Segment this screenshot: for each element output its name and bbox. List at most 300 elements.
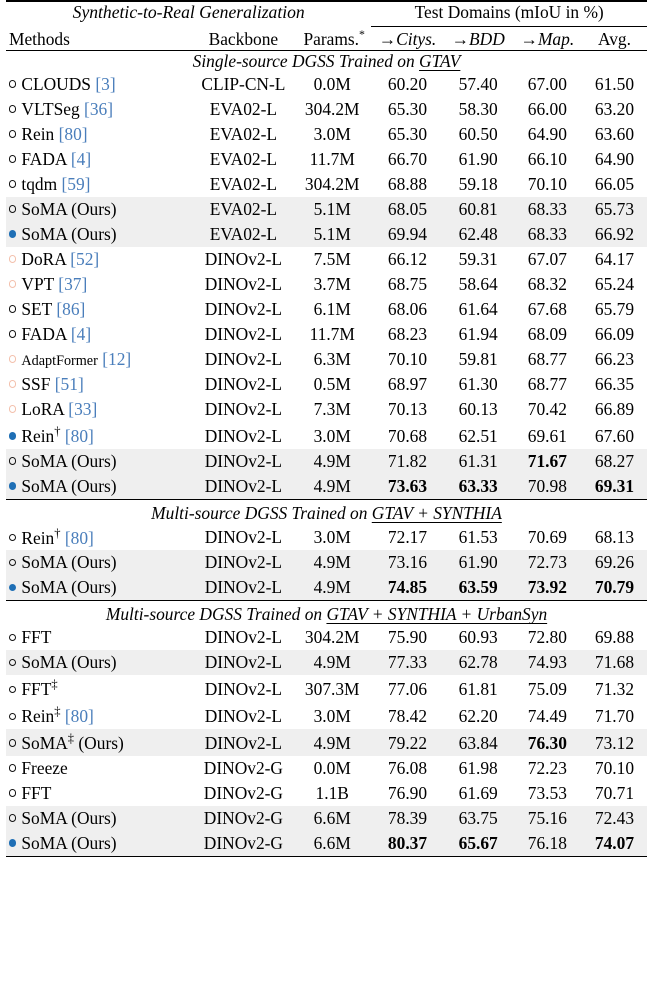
table-row[interactable] <box>6 247 647 272</box>
cell-citys: 68.97 <box>387 373 428 394</box>
cell-avg: 64.90 <box>594 148 635 169</box>
method-dagger: ‡ <box>67 730 75 745</box>
cell-map: 68.33 <box>513 222 582 247</box>
cell-avg: 68.27 <box>582 449 647 474</box>
cell-method <box>6 449 190 474</box>
row-marker-hollow-icon <box>9 130 16 137</box>
row-marker-filled-icon <box>9 482 16 489</box>
section-title-row <box>6 604 647 625</box>
cell-method <box>6 72 190 97</box>
cell-backbone: DINOv2-G <box>203 782 283 803</box>
method-name: SoMA <box>21 732 68 753</box>
row-marker-hollow-icon <box>9 686 16 693</box>
cell-bdd: 57.40 <box>458 73 498 94</box>
section-title-dataset: GTAV + SYNTHIA + UrbanSyn <box>326 604 548 625</box>
cell-avg: 65.79 <box>594 298 635 319</box>
table-row[interactable] <box>6 524 647 551</box>
cell-params: 7.5M <box>313 248 351 269</box>
column-header-row <box>6 27 647 50</box>
method-name: FADA <box>21 148 67 169</box>
method-name: Freeze <box>21 757 68 778</box>
row-marker-hollow-icon <box>9 659 16 666</box>
cell-params: 3.0M <box>313 705 351 726</box>
cell-map: 68.32 <box>527 273 567 294</box>
col-header-methods: Methods <box>9 28 70 49</box>
row-marker-hollow-icon <box>9 739 16 746</box>
cell-bdd: 61.30 <box>458 373 498 394</box>
cell-bdd: 60.13 <box>458 398 498 419</box>
cell-params: 3.0M <box>313 425 351 446</box>
cell-map: 75.16 <box>513 806 582 831</box>
cell-backbone: DINOv2-L <box>204 527 283 548</box>
table-row[interactable] <box>6 272 647 297</box>
cell-backbone: DINOv2-L <box>204 348 283 369</box>
cell-citys: 72.17 <box>387 527 428 548</box>
table-row[interactable] <box>6 806 647 831</box>
method-name: CLOUDS <box>21 73 91 94</box>
cell-bdd: 60.50 <box>458 123 498 144</box>
cell-map: 73.92 <box>513 575 582 601</box>
cell-avg: 65.73 <box>582 197 647 222</box>
table-row[interactable] <box>6 122 647 147</box>
cell-citys: 68.05 <box>371 197 443 222</box>
row-marker-filled-icon <box>9 432 16 439</box>
table-header-title-row <box>6 2 647 27</box>
cell-params: 6.3M <box>313 348 351 369</box>
cell-bdd: 63.84 <box>444 729 513 756</box>
method-name: SoMA (Ours) <box>21 577 117 598</box>
cell-method <box>6 550 190 575</box>
cell-avg: 65.24 <box>594 273 635 294</box>
cell-method <box>6 197 190 222</box>
method-name: SoMA (Ours) <box>21 223 117 244</box>
row-marker-hollow-icon <box>9 457 16 464</box>
cell-citys: 66.70 <box>387 148 428 169</box>
cell-backbone: DINOv2-L <box>204 425 283 446</box>
cell-params: 304.2M <box>304 98 360 119</box>
table-row[interactable] <box>6 322 647 347</box>
cell-bdd: 61.81 <box>458 679 498 700</box>
cell-avg: 70.10 <box>594 757 635 778</box>
section-title <box>6 604 647 625</box>
cell-avg: 71.70 <box>594 705 635 726</box>
cell-params: 4.9M <box>297 575 371 601</box>
method-name: DoRA <box>21 248 66 269</box>
cell-citys: 73.16 <box>371 550 443 575</box>
cell-citys: 70.68 <box>387 425 428 446</box>
row-marker-hollow-icon <box>9 534 16 541</box>
method-name: SoMA (Ours) <box>21 832 117 853</box>
cell-map: 68.33 <box>513 197 582 222</box>
table-row[interactable] <box>6 650 647 675</box>
cell-backbone: DINOv2-G <box>190 831 297 857</box>
cell-params: 0.0M <box>313 757 351 778</box>
method-dagger: ‡ <box>54 704 61 719</box>
cell-bdd: 62.48 <box>444 222 513 247</box>
cell-backbone: EVA02-L <box>209 173 278 194</box>
cell-method <box>6 372 190 397</box>
reference-citation[interactable]: [80] <box>58 123 88 144</box>
cell-backbone: EVA02-L <box>209 148 278 169</box>
method-dagger: † <box>54 423 61 438</box>
cell-params: 7.3M <box>313 398 351 419</box>
cell-backbone: CLIP-CN-L <box>201 73 286 94</box>
cell-map: 75.09 <box>527 679 567 700</box>
cell-backbone: DINOv2-L <box>190 575 297 601</box>
cell-method <box>6 474 190 500</box>
cell-citys: 66.12 <box>387 248 428 269</box>
cell-citys: 68.06 <box>387 298 428 319</box>
cell-map: 68.77 <box>527 348 567 369</box>
cell-bdd: 61.53 <box>458 527 498 548</box>
cell-method <box>6 806 190 831</box>
reference-citation[interactable]: [86] <box>56 298 86 319</box>
cell-map: 67.00 <box>527 73 567 94</box>
cell-bdd: 59.18 <box>458 173 498 194</box>
reference-citation[interactable]: [80] <box>64 705 94 726</box>
row-marker-peach-icon <box>9 280 16 287</box>
method-name: SoMA (Ours) <box>21 450 117 471</box>
section-title-dataset: GTAV <box>419 50 461 71</box>
reference-citation[interactable]: [33] <box>68 398 98 419</box>
row-marker-hollow-icon <box>9 305 16 312</box>
col-header-params-label: Params. <box>303 28 360 49</box>
method-name: SoMA (Ours) <box>21 552 117 573</box>
method-dagger: † <box>54 525 61 540</box>
col-header-params <box>297 27 371 50</box>
cell-map: 70.42 <box>527 398 567 419</box>
cell-bdd: 59.81 <box>458 348 498 369</box>
reference-citation[interactable]: [4] <box>70 323 92 344</box>
cell-method <box>6 297 190 322</box>
cell-bdd: 60.81 <box>444 197 513 222</box>
method-name: SoMA (Ours) <box>21 807 117 828</box>
cell-params: 11.7M <box>309 323 355 344</box>
cell-map: 70.10 <box>527 173 567 194</box>
cell-backbone: DINOv2-G <box>203 757 283 778</box>
section-title-dataset: GTAV + SYNTHIA <box>371 502 502 523</box>
cell-params: 4.9M <box>297 449 371 474</box>
cell-method <box>6 172 190 197</box>
cell-params: 3.7M <box>313 273 351 294</box>
cell-bdd: 63.59 <box>444 575 513 601</box>
row-marker-peach-icon <box>9 380 16 387</box>
cell-avg: 69.88 <box>594 627 635 648</box>
cell-method <box>6 756 190 781</box>
cell-avg: 63.20 <box>594 98 635 119</box>
method-name: SSF <box>21 373 51 394</box>
row-marker-filled-icon <box>9 584 16 591</box>
cell-bdd: 61.69 <box>458 782 498 803</box>
cell-bdd: 59.31 <box>458 248 498 269</box>
cell-method <box>6 729 190 756</box>
cell-citys: 68.23 <box>387 323 428 344</box>
table-row[interactable] <box>6 347 647 372</box>
cell-avg: 68.13 <box>594 527 635 548</box>
cell-backbone: EVA02-L <box>190 197 297 222</box>
cell-avg: 66.09 <box>594 323 635 344</box>
row-marker-peach-icon <box>9 405 16 412</box>
reference-citation[interactable]: [59] <box>61 173 91 194</box>
cell-backbone: DINOv2-G <box>190 806 297 831</box>
cell-avg: 71.32 <box>594 679 635 700</box>
cell-backbone: DINOv2-L <box>204 298 283 319</box>
cell-citys: 76.90 <box>387 782 428 803</box>
row-marker-peach-icon <box>9 355 16 362</box>
table-row[interactable] <box>6 756 647 781</box>
method-name: Rein <box>21 527 55 548</box>
cell-map: 67.68 <box>527 298 567 319</box>
row-marker-hollow-icon <box>9 559 16 566</box>
table-row[interactable] <box>6 675 647 702</box>
reference-citation[interactable]: [52] <box>70 248 100 269</box>
table-row[interactable] <box>6 781 647 806</box>
cell-backbone: DINOv2-L <box>204 323 283 344</box>
cell-citys: 68.88 <box>387 173 428 194</box>
cell-params: 1.1B <box>315 782 349 803</box>
cell-citys: 80.37 <box>371 831 443 857</box>
cell-avg: 67.60 <box>594 425 635 446</box>
cell-method <box>6 575 190 601</box>
table-title: Synthetic-to-Real Generalization <box>72 2 305 22</box>
cell-method <box>6 397 190 422</box>
cell-avg: 66.92 <box>582 222 647 247</box>
cell-bdd: 63.75 <box>444 806 513 831</box>
method-name: VPT <box>21 273 54 294</box>
table-row[interactable] <box>6 449 647 474</box>
cell-avg: 66.35 <box>594 373 635 394</box>
cell-map: 74.93 <box>513 650 582 675</box>
cell-citys: 65.30 <box>387 123 428 144</box>
cell-backbone: DINOv2-L <box>190 474 297 500</box>
cell-citys: 60.20 <box>387 73 428 94</box>
section-title-prefix: Multi-source DGSS Trained on <box>151 502 372 523</box>
row-marker-hollow-icon <box>9 713 16 720</box>
row-marker-hollow-icon <box>9 105 16 112</box>
cell-method <box>6 675 190 702</box>
cell-map: 70.98 <box>513 474 582 500</box>
cell-map: 66.00 <box>527 98 567 119</box>
section-title-prefix: Single-source DGSS Trained on <box>192 50 420 71</box>
cell-params: 4.9M <box>297 550 371 575</box>
cell-bdd: 62.51 <box>458 425 498 446</box>
cell-avg: 70.79 <box>582 575 647 601</box>
cell-citys: 68.75 <box>387 273 428 294</box>
table-row[interactable] <box>6 97 647 122</box>
results-table <box>6 0 647 857</box>
method-name: SoMA (Ours) <box>21 198 117 219</box>
row-marker-hollow-icon <box>9 789 16 796</box>
table-row[interactable] <box>6 702 647 729</box>
cell-avg: 66.89 <box>594 398 635 419</box>
cell-avg: 63.60 <box>594 123 635 144</box>
cell-params: 3.0M <box>313 123 351 144</box>
method-name: LoRA <box>21 398 64 419</box>
method-dagger: ‡ <box>51 677 58 692</box>
method-name: SET <box>21 298 52 319</box>
cell-bdd: 60.93 <box>458 627 498 648</box>
reference-citation[interactable]: [3] <box>95 73 116 94</box>
method-name: Rein <box>21 425 55 446</box>
test-domains-group-label: Test Domains (mIoU in %) <box>371 2 647 27</box>
cell-params: 0.0M <box>313 73 351 94</box>
method-name-suffix: (Ours) <box>74 732 124 753</box>
cell-avg: 73.12 <box>582 729 647 756</box>
section-title <box>6 51 647 72</box>
cell-params: 304.2M <box>304 173 360 194</box>
cell-params: 0.5M <box>313 373 351 394</box>
table-bottom-rule <box>6 856 647 857</box>
method-name: SoMA (Ours) <box>21 475 117 496</box>
cell-map: 68.77 <box>527 373 567 394</box>
reference-citation[interactable]: [4] <box>70 148 92 169</box>
cell-backbone: DINOv2-L <box>204 398 283 419</box>
table-row[interactable] <box>6 422 647 449</box>
row-marker-filled-icon <box>9 839 16 846</box>
cell-avg: 61.50 <box>594 73 635 94</box>
test-domains-group-header <box>371 2 647 27</box>
reference-citation[interactable]: [80] <box>64 527 94 548</box>
cell-citys: 70.10 <box>387 348 428 369</box>
col-header-map: →Map. <box>520 28 575 49</box>
cell-map: 70.69 <box>527 527 567 548</box>
reference-citation[interactable]: [80] <box>64 425 94 446</box>
method-name: AdaptFormer <box>21 352 98 369</box>
cell-map: 68.09 <box>527 323 567 344</box>
cell-params: 4.9M <box>297 474 371 500</box>
cell-backbone: DINOv2-L <box>190 550 297 575</box>
table-row[interactable] <box>6 550 647 575</box>
reference-citation[interactable]: [37] <box>58 273 88 294</box>
cell-map: 64.90 <box>527 123 567 144</box>
cell-params: 4.9M <box>297 650 371 675</box>
cell-map: 69.61 <box>527 425 567 446</box>
cell-backbone: DINOv2-L <box>204 627 283 648</box>
cell-backbone: DINOv2-L <box>190 729 297 756</box>
cell-method <box>6 625 190 650</box>
cell-citys: 78.39 <box>371 806 443 831</box>
row-marker-hollow-icon <box>9 205 16 212</box>
cell-bdd: 61.90 <box>444 550 513 575</box>
row-marker-hollow-icon <box>9 180 16 187</box>
cell-avg: 69.26 <box>582 550 647 575</box>
method-name: FADA <box>21 323 67 344</box>
reference-citation[interactable]: [51] <box>54 373 84 394</box>
table-row[interactable] <box>6 172 647 197</box>
cell-params: 3.0M <box>313 527 351 548</box>
cell-bdd: 61.64 <box>458 298 498 319</box>
cell-map: 73.53 <box>527 782 567 803</box>
table-row[interactable] <box>6 147 647 172</box>
cell-map: 74.49 <box>527 705 567 726</box>
cell-avg: 66.05 <box>594 173 635 194</box>
cell-map: 76.18 <box>513 831 582 857</box>
col-header-params-asterisk: * <box>359 27 365 41</box>
table-row[interactable] <box>6 222 647 247</box>
cell-avg: 66.23 <box>594 348 635 369</box>
cell-method <box>6 122 190 147</box>
section-title-prefix: Multi-source DGSS Trained on <box>105 604 327 625</box>
cell-avg: 64.17 <box>594 248 635 269</box>
cell-backbone: DINOv2-L <box>204 705 283 726</box>
cell-map: 71.67 <box>513 449 582 474</box>
table-row[interactable] <box>6 297 647 322</box>
cell-citys: 77.06 <box>387 679 428 700</box>
cell-params: 6.6M <box>297 806 371 831</box>
cell-backbone: DINOv2-L <box>190 449 297 474</box>
cell-bdd: 58.30 <box>458 98 498 119</box>
cell-map: 72.73 <box>513 550 582 575</box>
cell-backbone: DINOv2-L <box>204 248 283 269</box>
method-name: FFT <box>21 782 52 803</box>
cell-map: 66.10 <box>527 148 567 169</box>
cell-bdd: 58.64 <box>458 273 498 294</box>
cell-params: 4.9M <box>297 729 371 756</box>
cell-method <box>6 222 190 247</box>
cell-bdd: 65.67 <box>444 831 513 857</box>
table-row[interactable] <box>6 474 647 500</box>
col-header-citys: →Citys. <box>378 28 437 49</box>
cell-backbone: DINOv2-L <box>204 373 283 394</box>
method-name: FFT <box>21 627 52 648</box>
cell-method <box>6 702 190 729</box>
row-marker-hollow-icon <box>9 634 16 641</box>
row-marker-hollow-icon <box>9 155 16 162</box>
cell-bdd: 61.98 <box>458 757 498 778</box>
cell-avg: 71.68 <box>582 650 647 675</box>
table-row[interactable] <box>6 831 647 857</box>
table-row[interactable] <box>6 729 647 756</box>
cell-method <box>6 97 190 122</box>
reference-citation[interactable]: [36] <box>84 98 114 119</box>
method-name: SoMA (Ours) <box>21 652 117 673</box>
cell-params: 5.1M <box>297 222 371 247</box>
cell-bdd: 61.94 <box>458 323 498 344</box>
table-row[interactable] <box>6 625 647 650</box>
cell-params: 6.1M <box>313 298 351 319</box>
table-row[interactable] <box>6 72 647 97</box>
cell-method <box>6 322 190 347</box>
cell-backbone: EVA02-L <box>209 98 278 119</box>
cell-avg: 70.71 <box>594 782 635 803</box>
row-marker-peach-icon <box>9 255 16 262</box>
col-header-backbone: Backbone <box>208 28 279 49</box>
cell-citys: 74.85 <box>371 575 443 601</box>
table-row[interactable] <box>6 197 647 222</box>
table-row[interactable] <box>6 397 647 422</box>
cell-citys: 65.30 <box>387 98 428 119</box>
cell-map: 72.80 <box>527 627 567 648</box>
table-row[interactable] <box>6 575 647 601</box>
cell-avg: 69.31 <box>582 474 647 500</box>
cell-method <box>6 272 190 297</box>
reference-citation[interactable]: [12] <box>102 348 132 369</box>
section-title-row <box>6 51 647 72</box>
cell-map: 76.30 <box>513 729 582 756</box>
cell-method <box>6 422 190 449</box>
method-name: FFT <box>21 679 52 700</box>
cell-params: 11.7M <box>309 148 355 169</box>
cell-bdd: 61.31 <box>444 449 513 474</box>
table-row[interactable] <box>6 372 647 397</box>
row-marker-hollow-icon <box>9 814 16 821</box>
row-marker-hollow-icon <box>9 330 16 337</box>
cell-method <box>6 247 190 272</box>
cell-avg: 74.07 <box>582 831 647 857</box>
cell-backbone: DINOv2-L <box>204 273 283 294</box>
row-marker-hollow-icon <box>9 764 16 771</box>
cell-params: 307.3M <box>304 679 360 700</box>
